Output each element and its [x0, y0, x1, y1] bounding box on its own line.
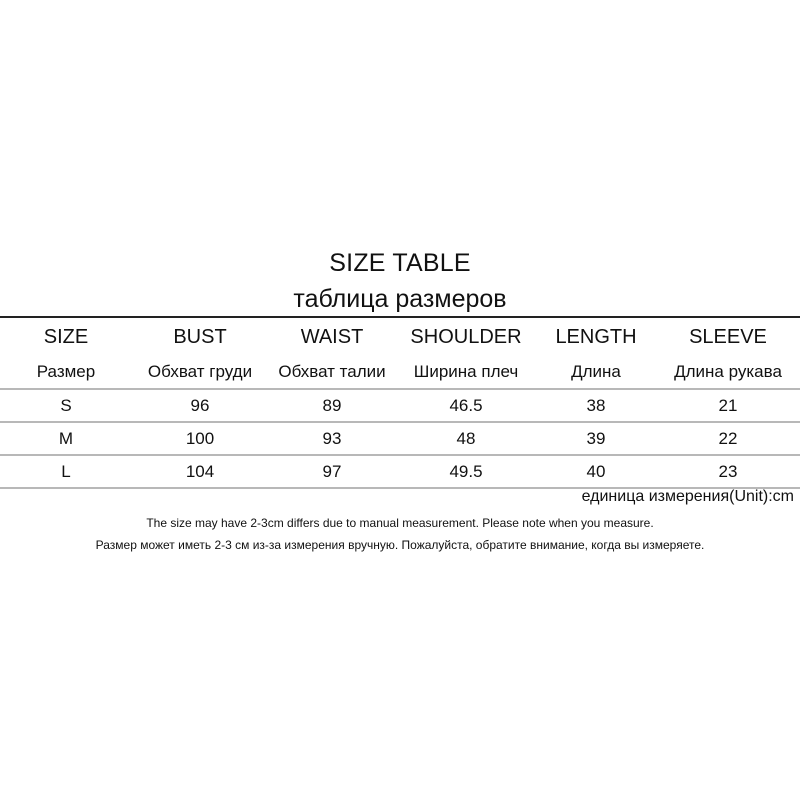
header-size-ru: Размер	[36, 362, 96, 381]
table-cell: 40	[536, 455, 656, 488]
header-row-english	[0, 317, 800, 356]
header-sleeve-ru: Длина рукава	[674, 362, 782, 381]
header-length-ru: Длина	[571, 362, 621, 381]
table-row	[0, 422, 800, 455]
measurement-note-english: The size may have 2-3cm differs due to manual measurement. Please note when you measure.	[146, 516, 654, 530]
header-row-russian	[0, 356, 800, 389]
size-table	[0, 316, 800, 489]
table-cell: M	[0, 422, 132, 455]
table-row	[0, 455, 800, 488]
table-cell: 93	[268, 422, 396, 455]
table-cell: 38	[536, 389, 656, 422]
table-cell: 21	[656, 389, 800, 422]
header-waist-ru: Обхват талии	[278, 362, 386, 381]
table-cell: 100	[132, 422, 268, 455]
table-cell: 89	[268, 389, 396, 422]
header-size: SIZE	[0, 317, 132, 356]
table-cell: 39	[536, 422, 656, 455]
table-cell: 23	[656, 455, 800, 488]
header-length: LENGTH	[536, 317, 656, 356]
measurement-note-russian: Размер может иметь 2-3 см из-за измерения вручную. Пожалуйста, обратите внимание, когда вы измеряете.	[95, 538, 705, 552]
table-cell: 48	[396, 422, 536, 455]
table-cell: L	[0, 455, 132, 488]
header-waist: WAIST	[268, 317, 396, 356]
table-cell: 46.5	[396, 389, 536, 422]
table-cell: S	[0, 389, 132, 422]
header-shoulder-ru: Ширина плеч	[413, 362, 519, 381]
header-sleeve: SLEEVE	[656, 317, 800, 356]
title-russian: таблица размеров	[293, 285, 507, 313]
table-cell: 104	[132, 455, 268, 488]
table-cell: 49.5	[396, 455, 536, 488]
table-cell: 96	[132, 389, 268, 422]
header-shoulder: SHOULDER	[396, 317, 536, 356]
header-bust-ru: Обхват груди	[147, 362, 253, 381]
table-cell: 22	[656, 422, 800, 455]
unit-note: единица измерения(Unit):cm	[581, 488, 794, 505]
title-english: SIZE TABLE	[329, 249, 471, 277]
table-cell: 97	[268, 455, 396, 488]
table-row	[0, 389, 800, 422]
header-bust: BUST	[132, 317, 268, 356]
